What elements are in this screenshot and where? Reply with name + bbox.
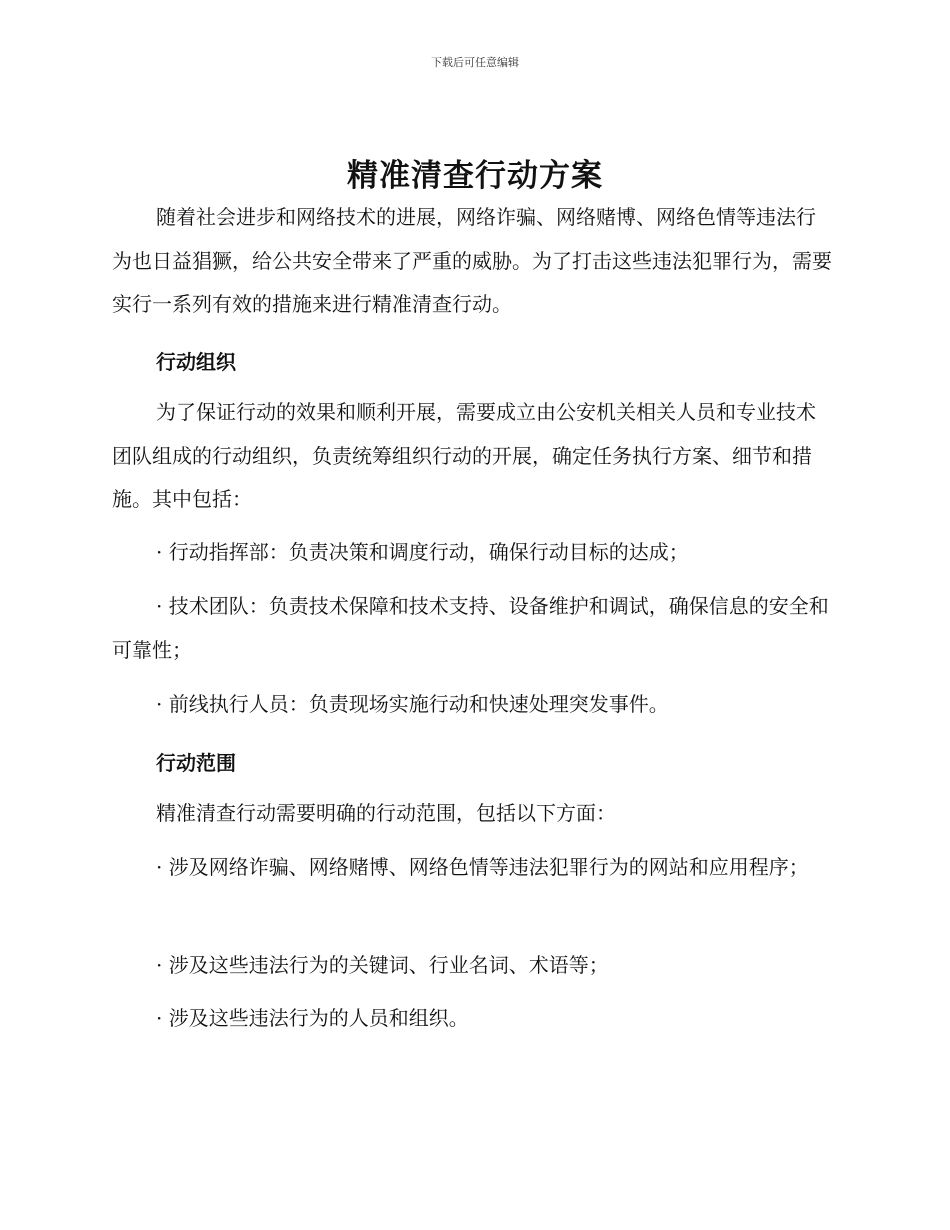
organization-paragraph: 为了保证行动的效果和顺利开展，需要成立由公安机关相关人员和专业技术团队组成的行动组织，负责统筹组织行动的开展，确定任务执行方案、细节和措施。其中包括： <box>112 400 816 511</box>
scope-block <box>112 792 832 836</box>
scope-item-1-block <box>112 846 832 890</box>
list-item: · 涉及网络诈骗、网络赌博、网络色情等违法犯罪行为的网站和应用程序； <box>156 855 809 879</box>
list-item: · 技术团队：负责技术保障和技术支持、设备维护和调试，确保信息的安全和可靠性； <box>112 594 829 662</box>
intro-paragraph: 随着社会进步和网络技术的进展，网络诈骗、网络赌博、网络色情等违法行为也日益猖獗，给公共安全带来了严重的威胁。为了打击这些违法犯罪行为，需要实行一系列有效的措施来进行精准清查行动。 <box>112 205 832 316</box>
organization-item-1-block <box>112 531 832 575</box>
section-heading-organization: 行动组织 <box>156 350 236 374</box>
organization-block <box>112 391 832 522</box>
list-item: · 涉及这些违法行为的人员和组织。 <box>156 1006 469 1030</box>
list-item: · 前线执行人员：负责现场实施行动和快速处理突发事件。 <box>156 692 669 716</box>
section-heading-scope: 行动范围 <box>156 751 236 775</box>
organization-item-3-block <box>112 683 832 727</box>
scope-item-2-block <box>112 944 832 988</box>
organization-item-2-block <box>112 585 832 672</box>
intro-block <box>112 196 832 327</box>
scope-item-3-block <box>112 997 832 1041</box>
scope-paragraph: 精准清查行动需要明确的行动范围，包括以下方面： <box>156 801 616 825</box>
header-note: 下载后可任意编辑 <box>431 56 519 69</box>
list-item: · 涉及这些违法行为的关键词、行业名词、术语等； <box>156 953 609 977</box>
list-item: · 行动指挥部：负责决策和调度行动，确保行动目标的达成； <box>156 540 689 564</box>
document-title: 精准清查行动方案 <box>347 158 603 194</box>
